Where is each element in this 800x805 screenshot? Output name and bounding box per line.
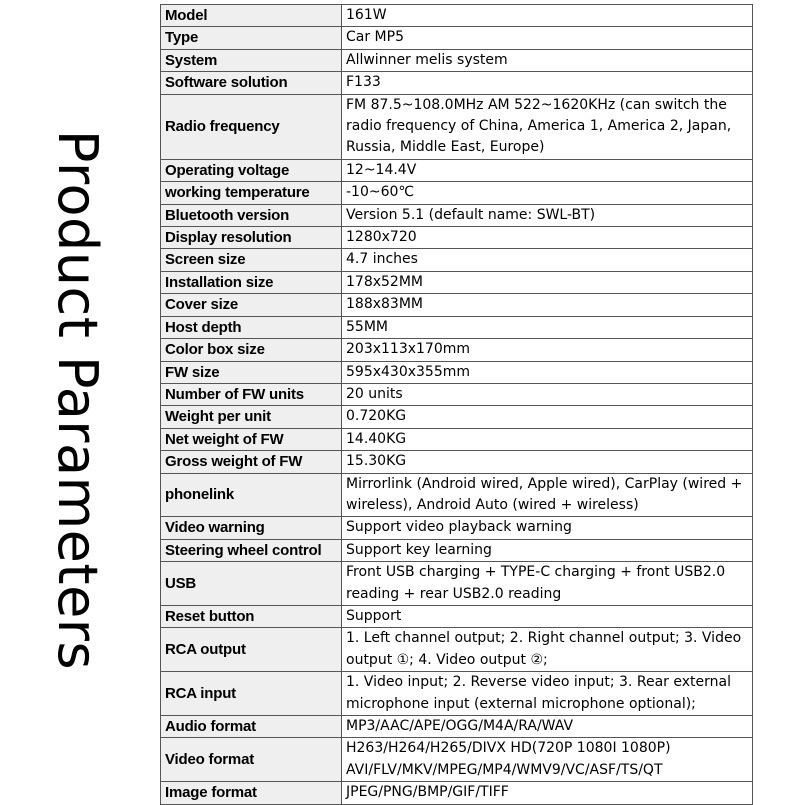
param-label: USB	[161, 562, 342, 606]
spec-table-body	[161, 5, 753, 805]
param-label: RCA output	[161, 628, 342, 672]
param-value: 15.30KG	[342, 451, 753, 473]
param-label: phonelink	[161, 473, 342, 517]
table-row	[161, 182, 753, 204]
table-row	[161, 562, 753, 606]
param-label: Reset button	[161, 605, 342, 627]
param-value: Front USB charging + TYPE-C charging + front USB2.0 reading + rear USB2.0 reading	[342, 562, 753, 606]
param-value: 1. Left channel output; 2. Right channel output; 3. Video output ①; 4. Video output ②;	[342, 628, 753, 672]
param-value: 203x113x170mm	[342, 339, 753, 361]
param-label: Host depth	[161, 316, 342, 338]
param-label: Display resolution	[161, 227, 342, 249]
table-row	[161, 517, 753, 539]
table-row	[161, 27, 753, 49]
param-value: Support	[342, 605, 753, 627]
param-value: Support key learning	[342, 539, 753, 561]
table-row	[161, 451, 753, 473]
param-label: Video warning	[161, 517, 342, 539]
param-label: Screen size	[161, 249, 342, 271]
param-value: 4.7 inches	[342, 249, 753, 271]
param-value: JPEG/PNG/BMP/GIF/TIFF	[342, 782, 753, 804]
table-row	[161, 316, 753, 338]
param-value: 1. Video input; 2. Reverse video input; 3. Rear external microphone input (external microphone optional);	[342, 672, 753, 716]
table-row	[161, 227, 753, 249]
param-label: Video format	[161, 738, 342, 782]
param-label: RCA input	[161, 672, 342, 716]
param-label: FW size	[161, 361, 342, 383]
table-row	[161, 605, 753, 627]
table-row	[161, 738, 753, 782]
param-label: Gross weight of FW	[161, 451, 342, 473]
param-value: -10~60℃	[342, 182, 753, 204]
table-row	[161, 539, 753, 561]
param-value: 178x52MM	[342, 271, 753, 293]
param-label: Weight per unit	[161, 406, 342, 428]
page-title: Product Parameters	[46, 129, 109, 671]
param-label: Net weight of FW	[161, 428, 342, 450]
param-value: 1280x720	[342, 227, 753, 249]
param-label: Audio format	[161, 716, 342, 738]
param-value: Allwinner melis system	[342, 49, 753, 71]
param-label: Type	[161, 27, 342, 49]
param-value: 595x430x355mm	[342, 361, 753, 383]
param-value: 55MM	[342, 316, 753, 338]
param-label: Image format	[161, 782, 342, 804]
param-label: Operating voltage	[161, 159, 342, 181]
table-row	[161, 204, 753, 226]
param-value: 12~14.4V	[342, 159, 753, 181]
param-label: System	[161, 49, 342, 71]
table-row	[161, 672, 753, 716]
table-row	[161, 782, 753, 804]
param-label: working temperature	[161, 182, 342, 204]
table-row	[161, 383, 753, 405]
param-label: Number of FW units	[161, 383, 342, 405]
table-row	[161, 72, 753, 94]
param-value: FM 87.5~108.0MHz AM 522~1620KHz (can switch the radio frequency of China, America 1, America 2, Japan, Russia, Middle East, Europe)	[342, 94, 753, 159]
param-value: F133	[342, 72, 753, 94]
table-row	[161, 716, 753, 738]
param-value: Support video playback warning	[342, 517, 753, 539]
param-value: 188x83MM	[342, 294, 753, 316]
param-value: 14.40KG	[342, 428, 753, 450]
param-label: Bluetooth version	[161, 204, 342, 226]
table-row	[161, 428, 753, 450]
param-label: Steering wheel control	[161, 539, 342, 561]
param-label: Installation size	[161, 271, 342, 293]
param-value: Version 5.1 (default name: SWL-BT)	[342, 204, 753, 226]
param-value: Mirrorlink (Android wired, Apple wired), CarPlay (wired + wireless), Android Auto (wired + wireless)	[342, 473, 753, 517]
table-row	[161, 294, 753, 316]
table-row	[161, 628, 753, 672]
param-value: MP3/AAC/APE/OGG/M4A/RA/WAV	[342, 716, 753, 738]
table-row	[161, 159, 753, 181]
spec-table	[160, 4, 753, 805]
param-value: 0.720KG	[342, 406, 753, 428]
param-label: Model	[161, 5, 342, 27]
table-row	[161, 361, 753, 383]
param-value: Car MP5	[342, 27, 753, 49]
table-row	[161, 339, 753, 361]
table-row	[161, 271, 753, 293]
param-label: Color box size	[161, 339, 342, 361]
param-label: Cover size	[161, 294, 342, 316]
param-value: 161W	[342, 5, 753, 27]
table-row	[161, 406, 753, 428]
param-label: Software solution	[161, 72, 342, 94]
table-row	[161, 5, 753, 27]
table-row	[161, 94, 753, 159]
table-row	[161, 49, 753, 71]
table-row	[161, 473, 753, 517]
param-value: 20 units	[342, 383, 753, 405]
table-row	[161, 249, 753, 271]
param-value: H263/H264/H265/DIVX HD(720P 1080I 1080P) AVI/FLV/MKV/MPEG/MP4/WMV9/VC/ASF/TS/QT	[342, 738, 753, 782]
param-label: Radio frequency	[161, 94, 342, 159]
